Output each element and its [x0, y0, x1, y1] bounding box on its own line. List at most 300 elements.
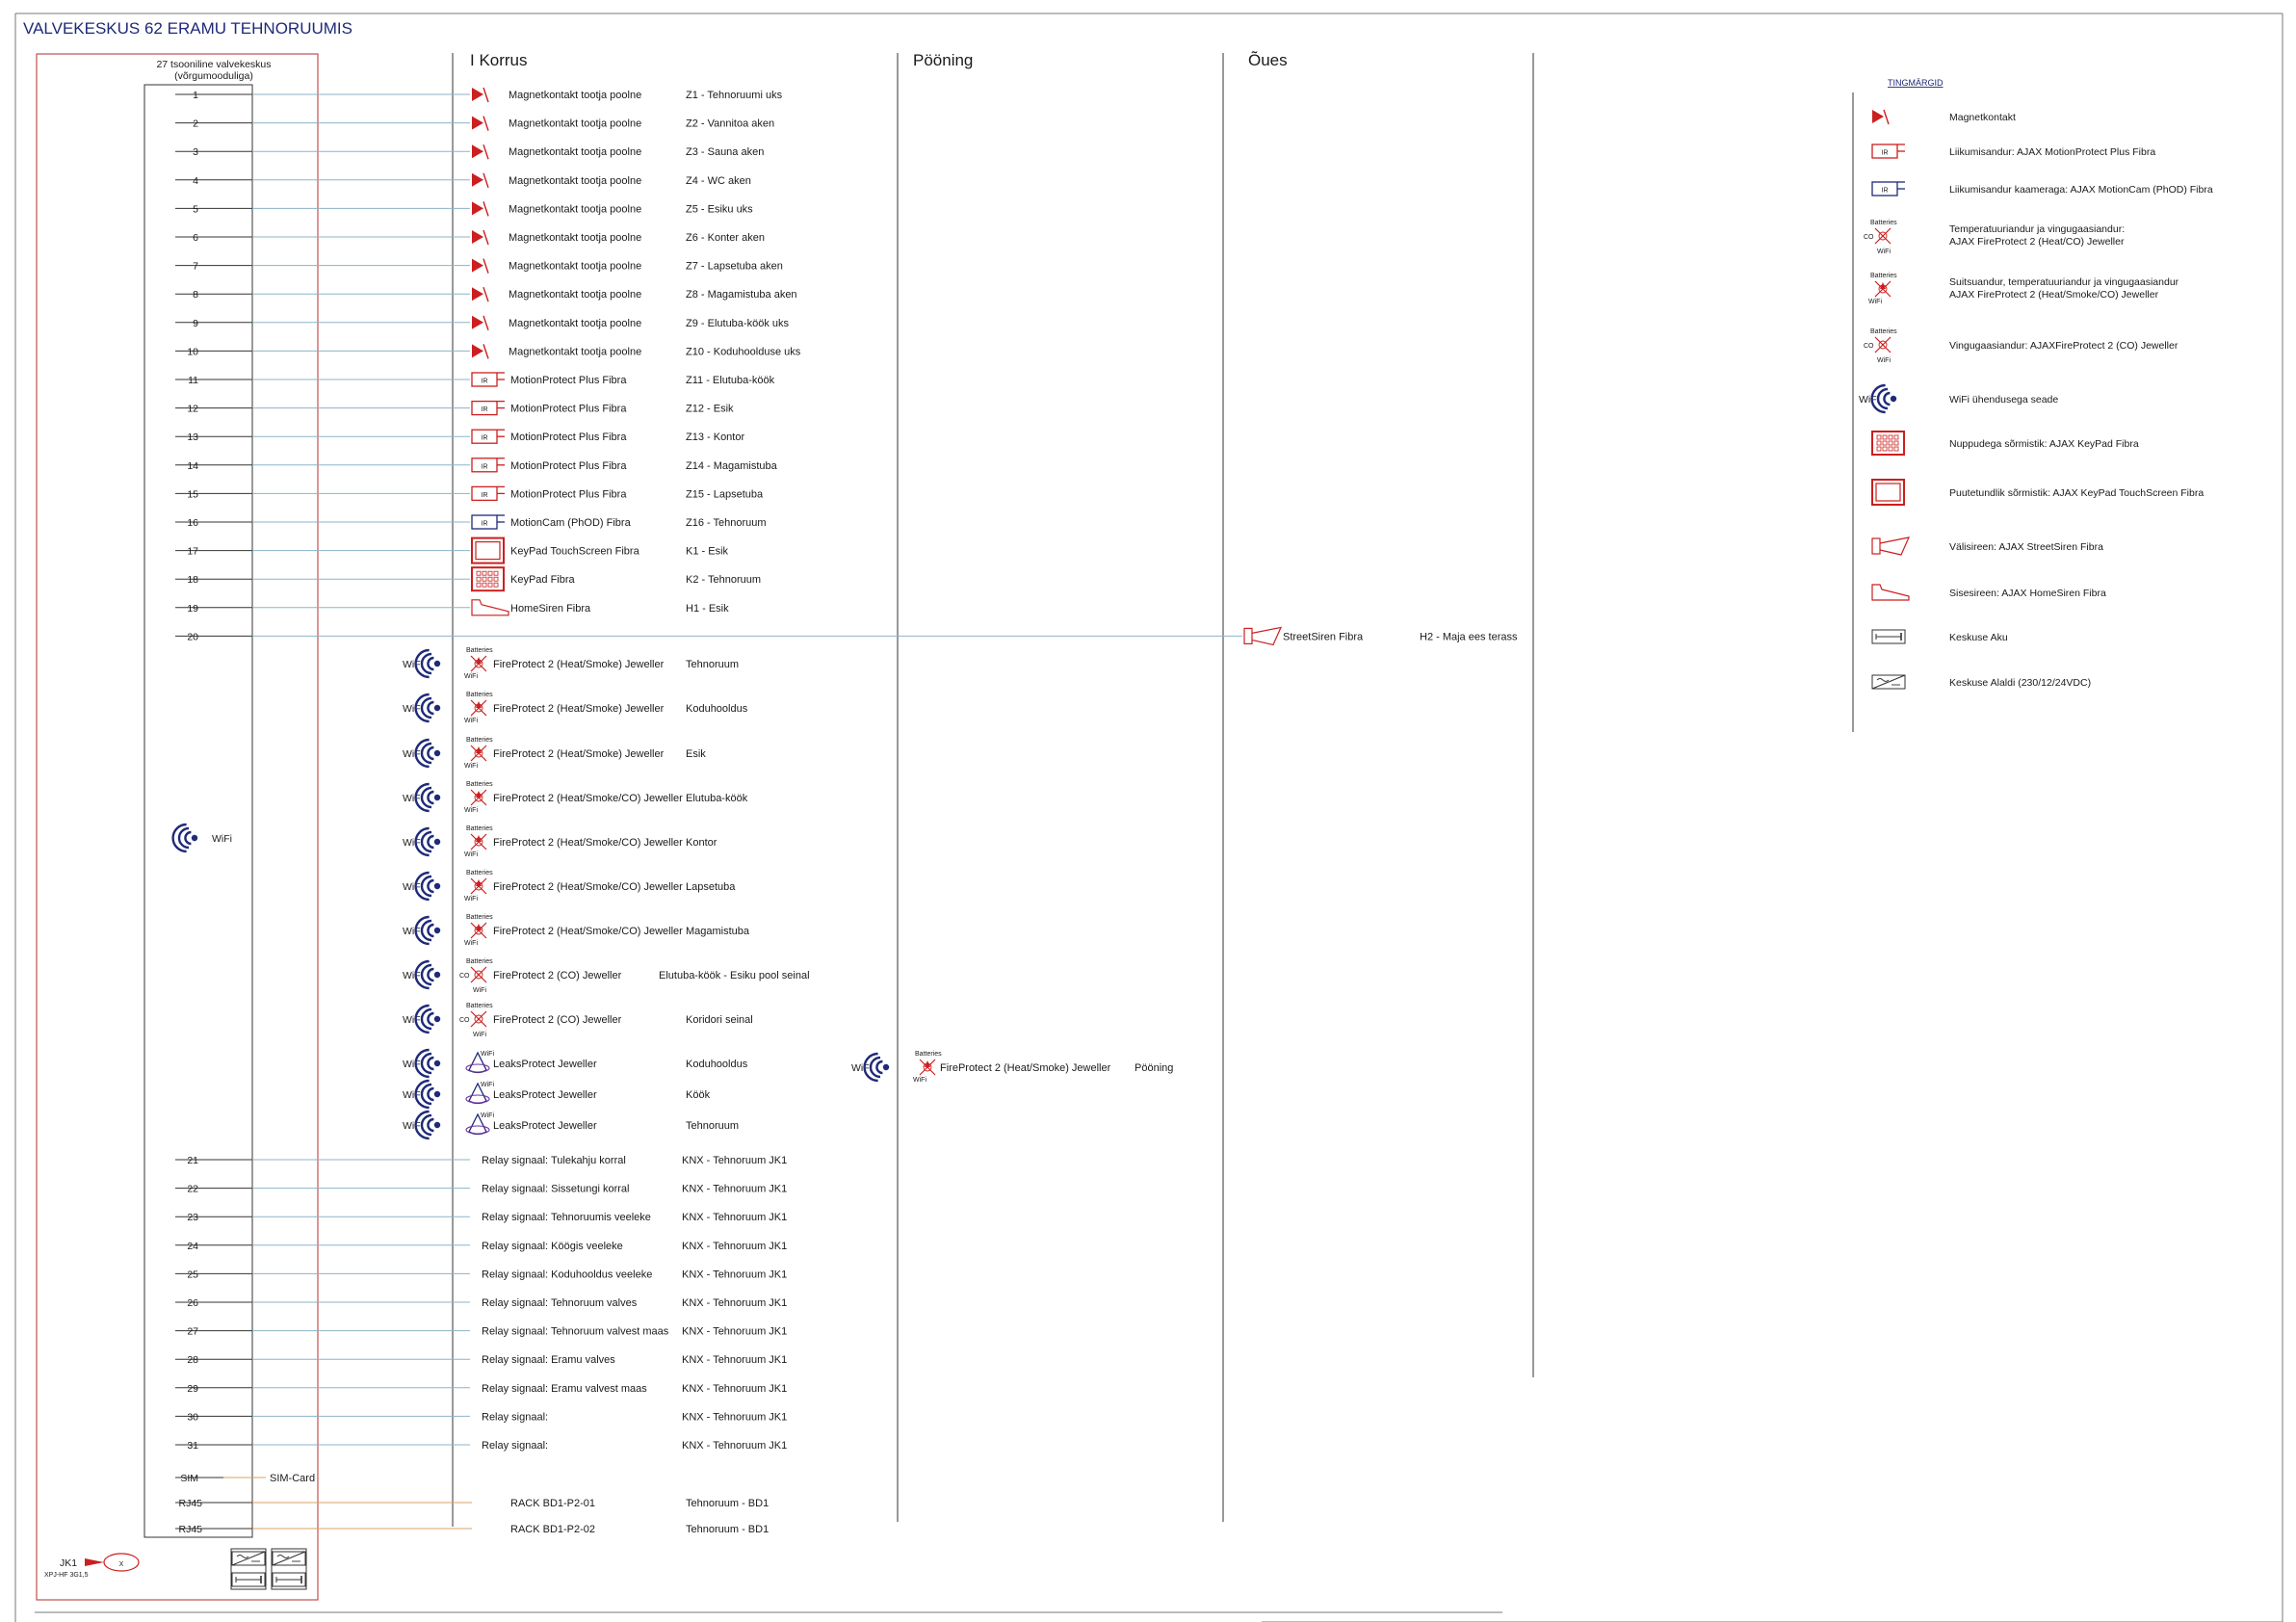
motion-sensor-icon	[472, 486, 505, 500]
keypad-key	[488, 583, 492, 587]
wifi-arc	[1878, 389, 1888, 408]
touch-screen	[1876, 484, 1900, 501]
legend-title: TINGMÄRGID	[1888, 78, 1944, 88]
keypad-key	[1883, 441, 1887, 445]
relay-label: Relay signaal: Eramu valvest maas	[482, 1382, 647, 1395]
legend-text: WiFi ühendusega seade	[1949, 394, 2059, 406]
magnet-arm	[483, 173, 488, 188]
smoke-sensor-icon	[464, 647, 493, 680]
street-siren-icon	[1872, 537, 1909, 555]
relay-number: 23	[187, 1212, 198, 1224]
wireless-location: Köök	[686, 1089, 711, 1101]
zone-location: K2 - Tehnoruum	[686, 574, 762, 587]
keypad-icon	[472, 567, 504, 590]
psu-diagonal	[232, 1552, 265, 1565]
keypad-key	[1894, 435, 1898, 439]
wireless-location: Lapsetuba	[686, 881, 736, 893]
wifi-label: WiFi	[403, 970, 423, 981]
attic-device: FireProtect 2 (Heat/Smoke) Jeweller	[940, 1062, 1111, 1074]
keypad-key	[483, 571, 486, 575]
street-siren-icon	[1244, 627, 1281, 644]
wifi-icon	[403, 740, 440, 767]
relay-target: KNX - Tehnoruum JK1	[682, 1155, 788, 1166]
ir-label: IR	[481, 434, 488, 442]
wireless-location: Esik	[686, 748, 706, 760]
zone-device: Magnetkontakt tootja poolne	[509, 289, 642, 301]
magnet-triangle	[472, 144, 483, 158]
wifi-arc	[422, 1009, 431, 1029]
power-supply-icon	[232, 1552, 265, 1565]
relay-number: 22	[187, 1183, 198, 1195]
magnet-triangle	[472, 173, 483, 187]
relay-label: Relay signaal: Sissetungi korral	[482, 1183, 630, 1195]
magnet-arm	[483, 287, 488, 301]
wifi-arc	[428, 969, 433, 981]
panel-label: 27 tsooniline valvekeskus	[156, 59, 272, 70]
wireless-device: FireProtect 2 (Heat/Smoke/CO) Jeweller	[493, 793, 683, 804]
wifi-icon	[851, 1054, 889, 1081]
wifi-icon	[403, 1112, 440, 1138]
keypad-key	[1894, 441, 1898, 445]
relay-label: Relay signaal: Tulekahju korral	[482, 1155, 626, 1166]
zone-location: Z13 - Kontor	[686, 432, 745, 444]
relay-label: Relay signaal: Tehnoruum valves	[482, 1297, 638, 1309]
zone-device: KeyPad Fibra	[510, 574, 575, 587]
wifi-icon	[403, 873, 440, 900]
connector-x: X	[118, 1561, 124, 1568]
wifi-arc	[422, 965, 431, 984]
smoke-sensor-icon	[913, 1051, 942, 1084]
wifi-dot	[434, 1016, 440, 1022]
wireless-device: FireProtect 2 (Heat/Smoke/CO) Jeweller	[493, 837, 683, 849]
wifi-label: WiFi	[403, 837, 423, 849]
keypad-key	[1894, 447, 1898, 451]
wifi-small-label: WiFi	[481, 1082, 494, 1088]
wifi-icon	[403, 961, 440, 988]
magnet-contact-icon	[472, 287, 488, 301]
wifi-label: WiFi	[851, 1062, 872, 1074]
wifi-dot	[434, 883, 440, 889]
magnet-contact-icon	[472, 259, 488, 274]
siren-box	[1872, 538, 1880, 554]
zone-location: Z15 - Lapsetuba	[686, 488, 764, 501]
magnet-triangle	[472, 316, 483, 329]
relay-target: KNX - Tehnoruum JK1	[682, 1240, 788, 1252]
magnet-arm	[483, 316, 488, 330]
magnet-contact-icon	[472, 201, 488, 216]
wireless-location: Koduhooldus	[686, 1059, 748, 1070]
zone-location: Z12 - Esik	[686, 403, 734, 415]
zone-device: HomeSiren Fibra	[510, 602, 591, 615]
wireless-device: LeaksProtect Jeweller	[493, 1059, 597, 1070]
zone-number: 8	[193, 289, 198, 301]
zone-device: Magnetkontakt tootja poolne	[509, 118, 642, 130]
wifi-arc	[1884, 393, 1890, 405]
wireless-device: FireProtect 2 (CO) Jeweller	[493, 1014, 622, 1026]
leak-sensor-icon	[466, 1082, 494, 1104]
wifi-small-label: WiFi	[464, 896, 478, 903]
siren-body	[1872, 585, 1909, 600]
zone-location: Z4 - WC aken	[686, 174, 751, 187]
relay-target: KNX - Tehnoruum JK1	[682, 1212, 788, 1224]
magnet-contact-icon	[472, 144, 488, 159]
zone-location: Z1 - Tehnoruumi uks	[686, 90, 783, 101]
zone-device: MotionProtect Plus Fibra	[510, 432, 627, 444]
wifi-dot	[434, 1091, 440, 1097]
relay-target: KNX - Tehnoruum JK1	[682, 1382, 788, 1395]
wifi-small-label: WiFi	[913, 1077, 926, 1084]
wifi-icon	[1859, 385, 1896, 412]
wireless-device: FireProtect 2 (CO) Jeweller	[493, 970, 622, 981]
wifi-small-label: WiFi	[481, 1112, 494, 1119]
psu-diagonal	[273, 1552, 305, 1565]
zone-number: 20	[187, 631, 198, 643]
zone-number: 2	[193, 118, 198, 130]
zone-device: MotionProtect Plus Fibra	[510, 403, 627, 415]
smoke-sensor-icon	[464, 781, 493, 814]
wifi-arc	[422, 1115, 431, 1135]
zone-device: StreetSiren Fibra	[1283, 631, 1364, 643]
legend-text: Keskuse Alaldi (230/12/24VDC)	[1949, 677, 2092, 689]
keypad-key	[494, 577, 498, 581]
wifi-arc	[422, 744, 431, 763]
wifi-label: WiFi	[403, 659, 423, 670]
wireless-location: Kontor	[686, 837, 718, 849]
magnet-contact-icon	[472, 88, 488, 102]
legend-text: Välisireen: AJAX StreetSiren Fibra	[1949, 541, 2103, 553]
wireless-device: FireProtect 2 (Heat/Smoke/CO) Jeweller	[493, 881, 683, 893]
page-title: VALVEKESKUS 62 ERAMU TEHNORUUMIS	[23, 19, 352, 38]
batteries-label: Batteries	[466, 737, 493, 744]
wireless-device: LeaksProtect Jeweller	[493, 1120, 597, 1132]
keypad-key	[1877, 435, 1881, 439]
wifi-small-label: WiFi	[481, 1051, 494, 1058]
wifi-arc	[422, 654, 431, 673]
batteries-label: Batteries	[466, 914, 493, 921]
wifi-arc	[428, 747, 433, 759]
wifi-icon	[403, 694, 440, 721]
relay-number: 26	[187, 1297, 198, 1309]
wifi-small-label: WiFi	[464, 763, 478, 770]
batteries-label: Batteries	[1870, 328, 1897, 335]
legend-text: Sisesireen: AJAX HomeSiren Fibra	[1949, 588, 2106, 599]
legend-text: AJAX FireProtect 2 (Heat/Smoke/CO) Jeweller	[1949, 289, 2159, 301]
legend-text: Liikumisandur: AJAX MotionProtect Plus Fibra	[1949, 146, 2156, 158]
psu-ac	[1877, 679, 1889, 682]
smoke-sensor-icon	[464, 914, 493, 947]
zone-device: Magnetkontakt tootja poolne	[509, 146, 642, 159]
relay-target: KNX - Tehnoruum JK1	[682, 1325, 788, 1338]
magnet-contact-icon	[472, 316, 488, 330]
magnet-contact-icon	[472, 344, 488, 358]
zone-number: 3	[193, 146, 198, 159]
wifi-small-label: WiFi	[1877, 357, 1891, 364]
zone-number: 19	[187, 602, 198, 615]
wifi-dot	[434, 661, 440, 667]
wifi-arc	[422, 788, 431, 807]
relay-number: 27	[187, 1325, 198, 1338]
co-sensor-icon	[459, 1003, 493, 1038]
wifi-small-label: WiFi	[1868, 299, 1882, 305]
ir-label: IR	[1881, 149, 1889, 157]
magnet-triangle	[472, 344, 483, 357]
wifi-dot	[434, 705, 440, 711]
psu-diagonal	[1872, 675, 1905, 689]
wifi-arc	[422, 1085, 431, 1104]
magnet-arm	[483, 344, 488, 358]
battery-icon	[1872, 630, 1905, 643]
attic-location: Pööning	[1135, 1062, 1174, 1074]
zone-location: Z8 - Magamistuba aken	[686, 289, 797, 301]
wireless-device: LeaksProtect Jeweller	[493, 1089, 597, 1101]
batteries-label: Batteries	[466, 692, 493, 698]
keypad-key	[483, 577, 486, 581]
battery-icon	[273, 1573, 305, 1586]
wifi-arc	[422, 921, 431, 940]
power-supply-icon	[1872, 675, 1905, 689]
relay-label: Relay signaal: Eramu valves	[482, 1354, 615, 1367]
relay-target: KNX - Tehnoruum JK1	[682, 1440, 788, 1452]
magnet-contact-icon	[472, 117, 488, 131]
wifi-small-label: WiFi	[473, 987, 486, 994]
magnet-triangle	[472, 201, 483, 215]
wifi-dot	[434, 1122, 440, 1128]
co-label: CO	[459, 973, 470, 980]
relay-number: 24	[187, 1240, 198, 1252]
column-header-outdoor: Õues	[1248, 51, 1288, 69]
wifi-small-label: WiFi	[464, 940, 478, 947]
wireless-device: FireProtect 2 (Heat/Smoke) Jeweller	[493, 748, 665, 760]
smoke-sensor-icon	[464, 692, 493, 724]
column-header-attic: Pööning	[913, 51, 974, 69]
wifi-small-label: WiFi	[464, 718, 478, 724]
motion-sensor-icon	[1872, 144, 1905, 158]
keypad-key	[488, 571, 492, 575]
siren-horn	[1252, 627, 1281, 644]
wifi-small-label: WiFi	[464, 851, 478, 858]
wifi-arc	[428, 1088, 433, 1100]
touchscreen-keypad-icon	[1872, 480, 1904, 505]
keypad-key	[1883, 435, 1887, 439]
legend-text: Keskuse Aku	[1949, 632, 2008, 643]
wifi-dot	[434, 1060, 440, 1066]
wifi-arc	[422, 1054, 431, 1073]
wifi-arc	[179, 828, 189, 848]
legend-text: Magnetkontakt	[1949, 112, 2016, 123]
zone-device: MotionProtect Plus Fibra	[510, 488, 627, 501]
batteries-label: Batteries	[466, 825, 493, 832]
wifi-dot	[434, 928, 440, 933]
zone-number: 11	[188, 375, 198, 386]
siren-body	[472, 600, 509, 615]
keypad-key	[477, 583, 481, 587]
batteries-label: Batteries	[466, 1003, 493, 1009]
zone-location: Z5 - Esiku uks	[686, 203, 753, 216]
ir-label: IR	[481, 463, 488, 471]
zone-location: Z3 - Sauna aken	[686, 146, 765, 159]
home-siren-icon	[1872, 585, 1909, 600]
sim-terminal: SIM	[180, 1473, 198, 1484]
keypad-key	[1889, 435, 1892, 439]
wifi-small-label: WiFi	[1877, 249, 1891, 255]
co-sensor-icon	[459, 958, 493, 994]
batteries-label: Batteries	[1870, 220, 1897, 226]
rj45-terminal: RJ45	[178, 1498, 202, 1509]
zone-location: Z14 - Magamistuba	[686, 459, 777, 472]
keypad-icon	[1872, 432, 1904, 455]
zone-number: 18	[187, 574, 198, 587]
zone-device: Magnetkontakt tootja poolne	[509, 346, 642, 358]
zone-number: 4	[193, 174, 198, 187]
zone-number: 13	[187, 432, 198, 444]
cable-label: XPJ-HF 3G1,5	[44, 1572, 89, 1579]
power-supply-icon	[273, 1552, 305, 1565]
wifi-icon	[403, 1081, 440, 1108]
magnet-triangle	[472, 259, 483, 273]
zone-number: 17	[187, 545, 198, 558]
keypad-key	[477, 577, 481, 581]
zone-device: MotionCam (PhOD) Fibra	[510, 517, 631, 529]
legend-text: AJAX FireProtect 2 (Heat/CO) Jeweller	[1949, 236, 2125, 248]
zone-device: Magnetkontakt tootja poolne	[509, 317, 642, 329]
keypad-key	[477, 571, 481, 575]
keypad-key	[494, 583, 498, 587]
wifi-arc	[428, 792, 433, 803]
relay-target: KNX - Tehnoruum JK1	[682, 1411, 788, 1424]
magnet-contact-icon	[472, 173, 488, 188]
relay-number: 30	[187, 1411, 198, 1424]
wifi-arc	[428, 1058, 433, 1069]
ir-label: IR	[481, 491, 488, 499]
touch-screen	[476, 542, 500, 560]
wifi-label: WiFi	[403, 1014, 423, 1026]
keypad-key	[1883, 447, 1887, 451]
wifi-arc	[428, 1119, 433, 1131]
legend-text: Nuppudega sõrmistik: AJAX KeyPad Fibra	[1949, 438, 2139, 450]
relay-target: KNX - Tehnoruum JK1	[682, 1183, 788, 1195]
co-sensor-icon	[1864, 220, 1897, 255]
wifi-dot	[434, 750, 440, 756]
rj45-label: RACK BD1-P2-02	[510, 1524, 596, 1535]
power-arrow	[85, 1558, 104, 1566]
motion-sensor-icon	[472, 402, 505, 415]
wifi-arc	[422, 832, 431, 851]
motion-sensor-icon	[472, 430, 505, 443]
wireless-device: FireProtect 2 (Heat/Smoke) Jeweller	[493, 659, 665, 670]
wifi-arc	[428, 658, 433, 669]
relay-target: KNX - Tehnoruum JK1	[682, 1297, 788, 1309]
keypad-key	[483, 583, 486, 587]
magnet-arm	[483, 259, 488, 274]
keypad-key	[494, 571, 498, 575]
keypad-key	[488, 577, 492, 581]
relay-number: 29	[187, 1382, 198, 1395]
co-label: CO	[459, 1017, 470, 1024]
magnet-triangle	[472, 230, 483, 244]
wifi-dot	[883, 1064, 889, 1070]
relay-label: Relay signaal: Köögis veeleke	[482, 1240, 623, 1252]
jk1-label: JK1	[60, 1557, 78, 1569]
wifi-label: WiFi	[403, 1089, 423, 1101]
legend-text: Temperatuuriandur ja vingugaasiandur:	[1949, 223, 2126, 235]
rj45-target: Tehnoruum - BD1	[686, 1498, 770, 1509]
zone-location: Z9 - Elutuba-köök uks	[686, 317, 789, 329]
zone-device: Magnetkontakt tootja poolne	[509, 260, 642, 273]
zone-number: 1	[193, 90, 198, 101]
wifi-small-label: WiFi	[473, 1032, 486, 1038]
zone-location: Z2 - Vannitoa aken	[686, 118, 775, 130]
wifi-arc	[185, 832, 191, 844]
wifi-arc	[428, 925, 433, 936]
zone-number: 15	[187, 488, 198, 501]
wifi-dot	[1891, 396, 1896, 402]
wifi-small-label: WiFi	[464, 807, 478, 814]
co-sensor-icon	[1864, 328, 1897, 364]
rj45-target: Tehnoruum - BD1	[686, 1524, 770, 1535]
wifi-icon	[403, 650, 440, 677]
zone-device: MotionProtect Plus Fibra	[510, 375, 627, 386]
zone-device: KeyPad TouchScreen Fibra	[510, 545, 639, 558]
leak-sensor-icon	[466, 1112, 494, 1135]
magnet-triangle	[1872, 110, 1884, 123]
magnet-arm	[483, 88, 488, 102]
zone-location: Z6 - Konter aken	[686, 232, 765, 244]
relay-label: Relay signaal: Tehnoruum valvest maas	[482, 1325, 669, 1338]
batteries-label: Batteries	[466, 781, 493, 788]
batteries-label: Batteries	[466, 958, 493, 965]
wireless-device: FireProtect 2 (Heat/Smoke/CO) Jeweller	[493, 926, 683, 937]
wifi-small-label: WiFi	[464, 673, 478, 680]
zone-location: H2 - Maja ees terass	[1420, 631, 1518, 643]
wifi-arc	[428, 880, 433, 892]
zone-number: 12	[187, 403, 198, 415]
wifi-dot	[434, 795, 440, 800]
magnet-arm	[483, 117, 488, 131]
touchscreen-keypad-icon	[472, 538, 504, 563]
zone-number: 7	[193, 260, 198, 273]
relay-label: Relay signaal:	[482, 1411, 549, 1424]
zone-number: 6	[193, 232, 198, 244]
panel-wifi-label: WiFi	[212, 833, 232, 845]
controller-box	[144, 85, 252, 1537]
magnet-arm	[1884, 110, 1889, 124]
relay-target: KNX - Tehnoruum JK1	[682, 1269, 788, 1281]
co-label: CO	[1864, 234, 1874, 241]
legend-text: Vingugaasiandur: AJAXFireProtect 2 (CO) Jeweller	[1949, 340, 2179, 352]
zone-number: 5	[193, 203, 198, 216]
zone-number: 9	[193, 317, 198, 329]
zone-location: Z16 - Tehnoruum	[686, 517, 767, 529]
siren-box	[1244, 628, 1252, 643]
wireless-location: Tehnoruum	[686, 1120, 740, 1132]
smoke-sensor-icon	[464, 737, 493, 770]
wifi-label: WiFi	[403, 1059, 423, 1070]
wifi-dot	[434, 839, 440, 845]
magnet-triangle	[472, 117, 483, 130]
wireless-device: FireProtect 2 (Heat/Smoke) Jeweller	[493, 703, 665, 715]
leak-sensor-icon	[466, 1051, 494, 1073]
batteries-label: Batteries	[466, 647, 493, 654]
wifi-label: WiFi	[403, 793, 423, 804]
relay-number: 31	[187, 1440, 198, 1452]
psu-ac	[277, 1556, 289, 1558]
magnet-triangle	[472, 287, 483, 301]
rj45-terminal: RJ45	[178, 1524, 202, 1535]
wifi-icon	[403, 1050, 440, 1077]
batteries-label: Batteries	[1870, 273, 1897, 279]
home-siren-icon	[472, 600, 509, 615]
column-header-floor1: I Korrus	[470, 51, 528, 69]
